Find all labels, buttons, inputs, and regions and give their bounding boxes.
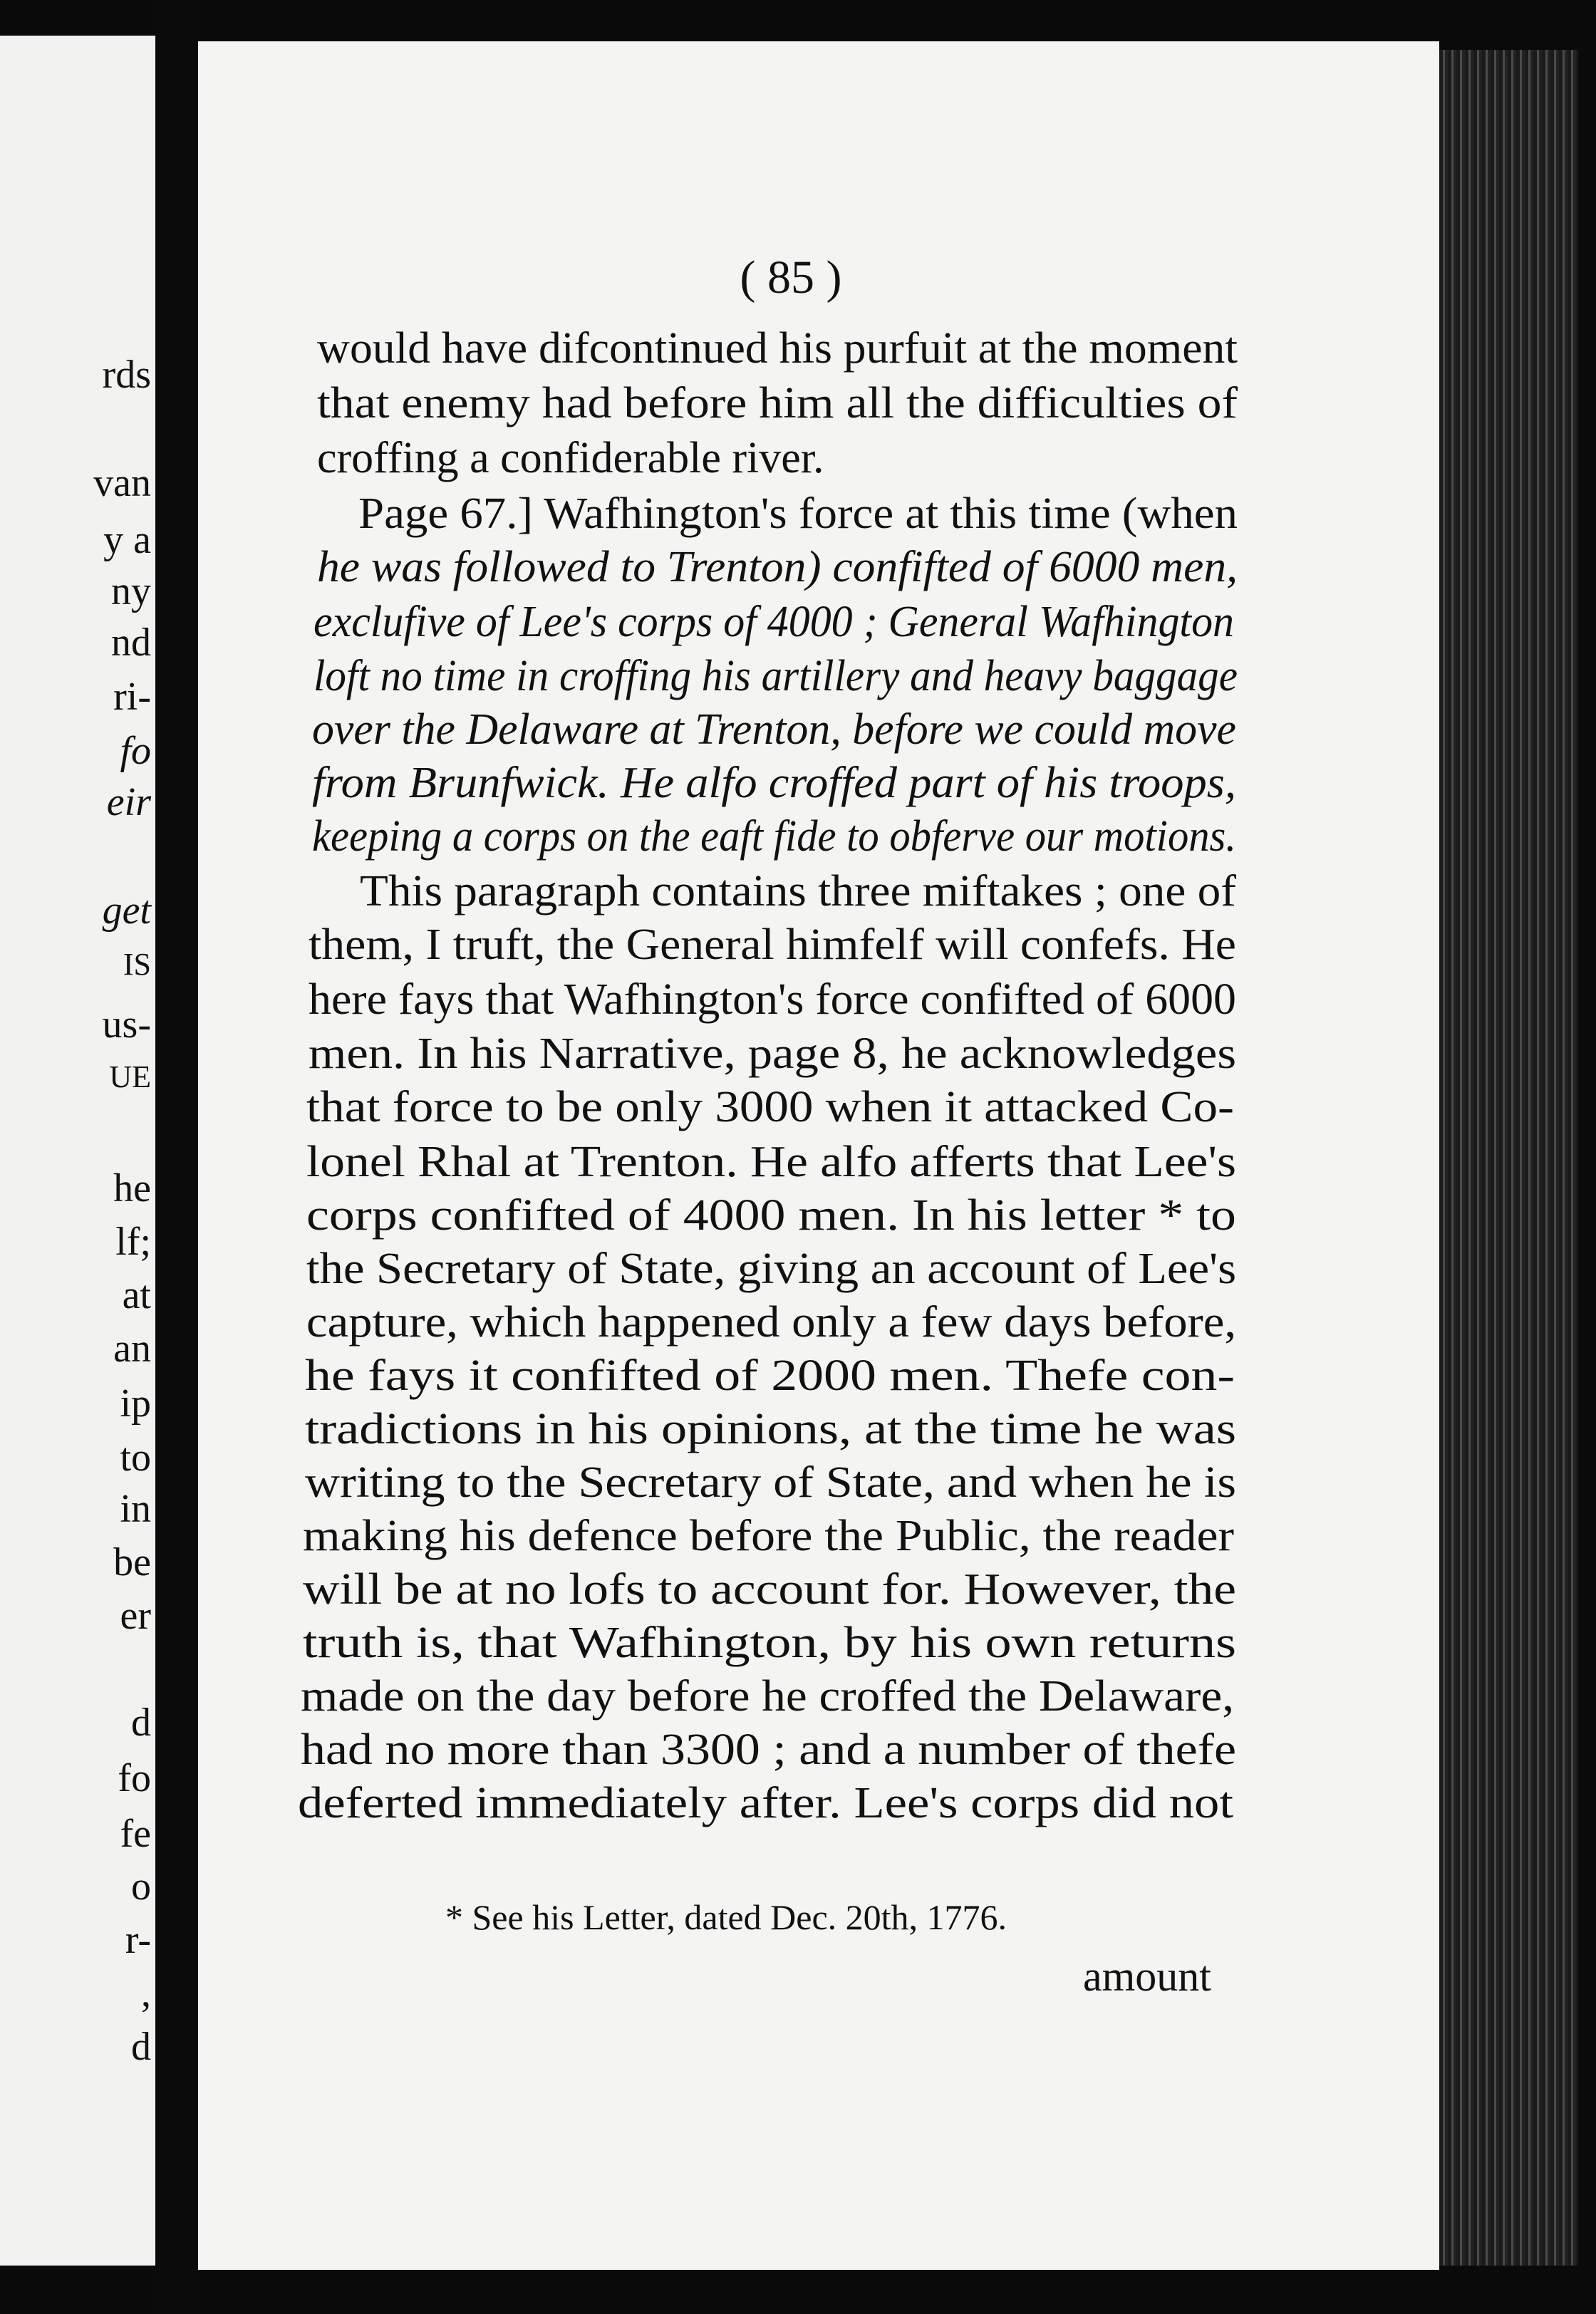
- text-line: that enemy had before him all the difficulties of: [317, 379, 1238, 427]
- text-line: capture, which happened only a few days before,: [306, 1298, 1236, 1347]
- text-line: loft no time in croffing his artillery and heavy baggage: [314, 652, 1238, 700]
- left-page-fragment: fo: [118, 1756, 151, 1800]
- text-line: would have difcontinued his purfuit at the moment: [317, 324, 1238, 373]
- text-line: lonel Rhal at Trenton. He alfo afferts that Lee's: [306, 1138, 1236, 1186]
- text-line: exclufive of Lee's corps of 4000 ; General Wafhington: [314, 598, 1234, 646]
- left-page-fragment: fo: [120, 729, 151, 773]
- text-line: the Secretary of State, giving an account of Lee's: [306, 1245, 1236, 1293]
- text-line: over the Delaware at Trenton, before we could move: [312, 705, 1236, 754]
- left-page-fragment: van: [93, 461, 151, 505]
- text-line: writing to the Secretary of State, and when he is: [305, 1458, 1236, 1507]
- left-page-fragment: ny: [111, 569, 151, 613]
- page-number: ( 85 ): [740, 251, 842, 303]
- left-page-fragment: d: [131, 1701, 151, 1745]
- text-line: making his defence before the Public, the reader: [303, 1512, 1234, 1560]
- left-page-fragment: in: [120, 1487, 151, 1531]
- text-line: here fays that Wafhington's force confifted of 6000: [309, 975, 1236, 1024]
- left-page-fragment: he: [113, 1166, 151, 1210]
- text-line: truth is, that Wafhington, by his own returns: [303, 1619, 1236, 1667]
- text-line: that force to be only 3000 when it attacked Co-: [306, 1083, 1234, 1131]
- left-page-fragment: an: [113, 1327, 151, 1371]
- footnote: * See his Letter, dated Dec. 20th, 1776.: [445, 1897, 1007, 1937]
- book-gutter: [155, 0, 198, 2314]
- text-line: Page 67.] Wafhington's force at this time (when: [358, 489, 1238, 538]
- left-page-fragment: at: [122, 1273, 151, 1317]
- left-page-fragment: ri-: [113, 675, 151, 719]
- left-page-fragment: us-: [102, 1002, 151, 1047]
- left-page-fragment: IS: [123, 947, 151, 982]
- text-line: from Brunfwick. He alfo croffed part of his troops,: [312, 759, 1236, 807]
- left-page-fragment: nd: [111, 621, 151, 665]
- text-line: men. In his Narrative, page 8, he acknowledges: [309, 1029, 1236, 1078]
- left-page-fragment: lf;: [115, 1220, 151, 1264]
- text-line: he was followed to Trenton) confifted of 6000 men,: [317, 543, 1238, 591]
- left-page-fragment: fe: [120, 1812, 151, 1856]
- left-page-fragment: er: [120, 1594, 151, 1638]
- text-line: deferted immediately after. Lee's corps did not: [298, 1779, 1234, 1827]
- left-page-fragment: y a: [103, 518, 151, 562]
- left-page-fragment: ip: [120, 1381, 151, 1426]
- text-line: made on the day before he croffed the Delaware,: [301, 1672, 1234, 1721]
- text-line: he fays it confifted of 2000 men. Thefe con-: [305, 1351, 1235, 1400]
- left-page-fragment: UE: [109, 1059, 151, 1094]
- left-page-fragment: ,: [141, 1971, 151, 2015]
- catchword: amount: [1083, 1953, 1211, 2000]
- text-line: croffing a confiderable river.: [317, 434, 824, 482]
- left-page: [0, 36, 155, 2266]
- left-page-fragment: d: [131, 2025, 151, 2069]
- text-line: This paragraph contains three miftakes ; one of: [360, 867, 1236, 915]
- text-line: had no more than 3300 ; and a number of thefe: [301, 1726, 1236, 1774]
- text-line: tradictions in his opinions, at the time he was: [305, 1405, 1236, 1453]
- left-page-fragment: get: [102, 888, 151, 933]
- text-line: them, I truft, the General himfelf will confefs. He: [309, 920, 1236, 969]
- left-page-fragment: o: [131, 1864, 151, 1909]
- text-line: corps confifted of 4000 men. In his letter * to: [306, 1191, 1236, 1240]
- text-line: will be at no lofs to account for. However, the: [303, 1565, 1236, 1614]
- left-page-fragment: to: [120, 1436, 151, 1480]
- left-page-fragment: r-: [125, 1918, 151, 1962]
- left-page-fragment: eir: [106, 780, 151, 824]
- left-page-fragment: rds: [102, 353, 151, 397]
- left-page-fragment: be: [113, 1540, 151, 1584]
- text-line: keeping a corps on the eaft fide to obferve our motions.: [312, 812, 1236, 861]
- page-edges: [1439, 50, 1578, 2266]
